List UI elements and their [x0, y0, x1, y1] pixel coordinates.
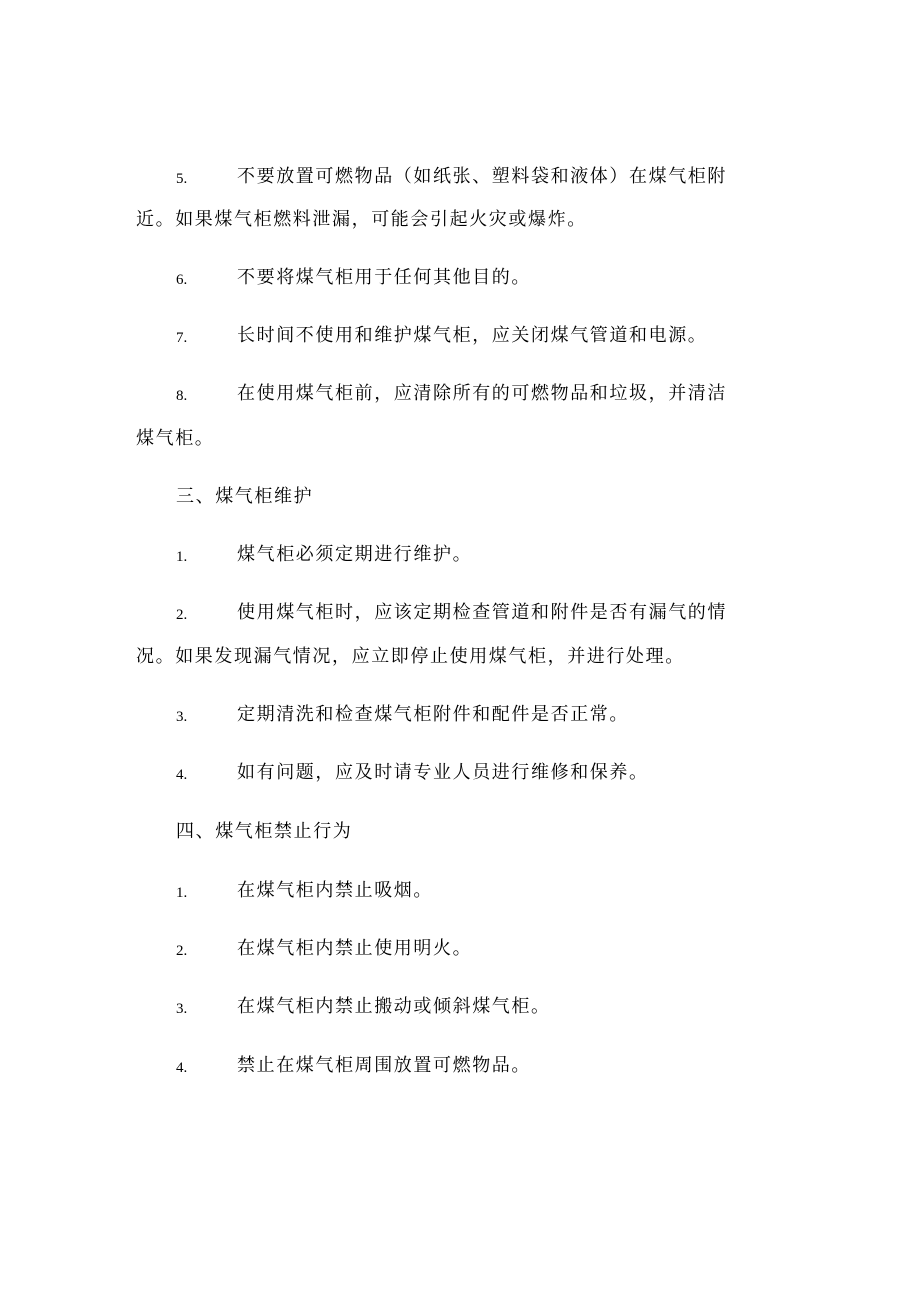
item-number: 4.	[176, 767, 188, 783]
item-text: 在煤气柜内禁止吸烟。	[237, 880, 433, 901]
item-text: 如有问题，应及时请专业人员进行维修和保养。	[237, 762, 649, 783]
item-text-continued: 近。如果煤气柜燃料泄漏，可能会引起火灾或爆炸。	[136, 209, 587, 230]
item-text: 定期清洗和检查煤气柜附件和配件是否正常。	[237, 704, 629, 725]
item-number: 2.	[176, 607, 188, 623]
item-number: 3.	[176, 709, 188, 725]
section-heading-maintenance: 三、煤气柜维护	[176, 486, 314, 507]
item-number: 1.	[176, 549, 188, 565]
item-number: 7.	[176, 330, 188, 346]
item-number: 4.	[176, 1060, 188, 1076]
item-text: 长时间不使用和维护煤气柜，应关闭煤气管道和电源。	[237, 325, 708, 346]
item-number: 6.	[176, 272, 188, 288]
item-number: 5.	[176, 171, 188, 187]
item-number: 3.	[176, 1001, 188, 1017]
item-text: 禁止在煤气柜周围放置可燃物品。	[237, 1055, 531, 1076]
item-text: 使用煤气柜时，应该定期检查管道和附件是否有漏气的情	[237, 602, 727, 623]
section-heading-prohibited: 四、煤气柜禁止行为	[176, 821, 353, 842]
item-number: 2.	[176, 943, 188, 959]
item-number: 8.	[176, 388, 188, 404]
item-text: 煤气柜必须定期进行维护。	[237, 544, 473, 565]
item-text: 在使用煤气柜前，应清除所有的可燃物品和垃圾，并清洁	[237, 383, 727, 404]
item-text: 在煤气柜内禁止搬动或倾斜煤气柜。	[237, 996, 551, 1017]
item-text-continued: 况。如果发现漏气情况，应立即停止使用煤气柜，并进行处理。	[136, 646, 685, 667]
item-text: 不要将煤气柜用于任何其他目的。	[237, 267, 531, 288]
item-number: 1.	[176, 885, 188, 901]
item-text: 不要放置可燃物品（如纸张、塑料袋和液体）在煤气柜附	[237, 166, 727, 187]
item-text-continued: 煤气柜。	[136, 428, 215, 449]
item-text: 在煤气柜内禁止使用明火。	[237, 938, 473, 959]
